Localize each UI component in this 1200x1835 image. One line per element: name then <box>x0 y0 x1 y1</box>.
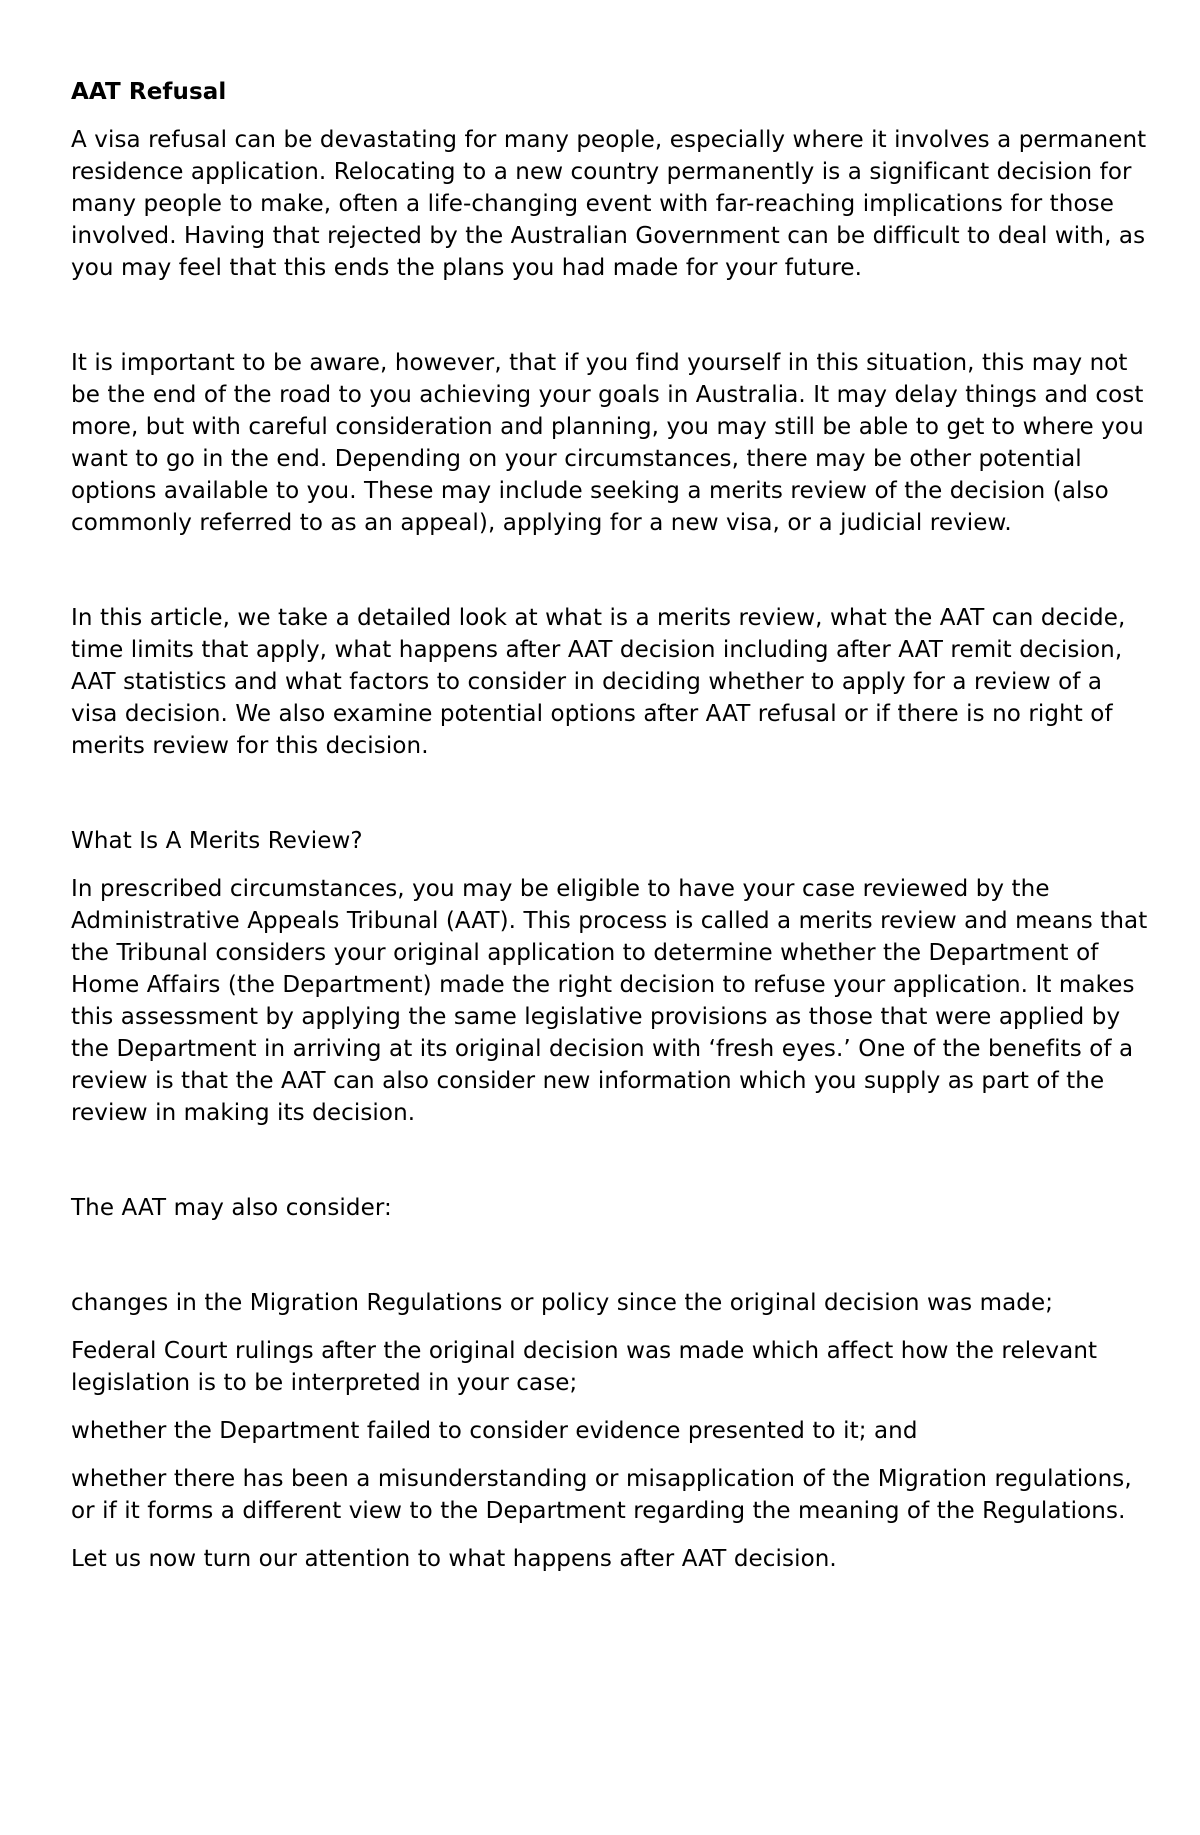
consideration-list <box>71 1287 1151 1527</box>
section-heading: What Is A Merits Review? <box>71 828 363 854</box>
closing-sentence: Let us now turn our attention to what happens after AAT decision. <box>71 1546 837 1572</box>
list-item: whether there has been a misunderstanding or misapplication of the Migration regulations, or if it forms a different view to the Department regarding the meaning of the Regulations. <box>71 1466 1132 1524</box>
document-page <box>71 76 1151 1575</box>
paragraph-options: It is important to be aware, however, that if you find yourself in this situation, this may not be the end of the road to you achieving your goals in Australia. It may delay things and cost more, but with careful consideration and planning, you may still be able to get to where you want to go in the end. Depending on your circumstances, there may be other potential options available to you. These may include seeking a merits review of the decision (also commonly referred to as an appeal), applying for a new visa, or a judicial review. <box>71 350 1144 536</box>
list-intro: The AAT may also consider: <box>71 1195 392 1221</box>
list-item: Federal Court rulings after the original decision was made which affect how the relevant legislation is to be interpreted in your case; <box>71 1338 1098 1396</box>
paragraph-article-overview: In this article, we take a detailed look at what is a merits review, what the AAT can decide, time limits that apply, what happens after AAT decision including after AAT remit decision, AAT statistics and what factors to consider in deciding whether to apply for a review of a visa decision. We also examine potential options after AAT refusal or if there is no right of merits review for this decision. <box>71 605 1126 759</box>
list-item: changes in the Migration Regulations or policy since the original decision was made; <box>71 1290 1054 1316</box>
paragraph-merits-review: In prescribed circumstances, you may be eligible to have your case reviewed by the Administrative Appeals Tribunal (AAT). This process is called a merits review and means that the Tribunal considers your original application to determine whether the Department of Home Affairs (the Department) made the right decision to refuse your application. It makes this assessment by applying the same legislative provisions as those that were applied by the Department in arriving at its original decision with ‘fresh eyes.’ One of the benefits of a review is that the AAT can also consider new information which you supply as part of the review in making its decision. <box>71 876 1148 1126</box>
list-item: whether the Department failed to consider evidence presented to it; and <box>71 1418 918 1444</box>
document-title: AAT Refusal <box>71 79 227 105</box>
paragraph-intro: A visa refusal can be devastating for many people, especially where it involves a permanent residence application. Relocating to a new country permanently is a significant decision for many people to make, often a life-changing event with far-reaching implications for those involved. Having that rejected by the Australian Government can be difficult to deal with, as you may feel that this ends the plans you had made for your future. <box>71 127 1147 281</box>
